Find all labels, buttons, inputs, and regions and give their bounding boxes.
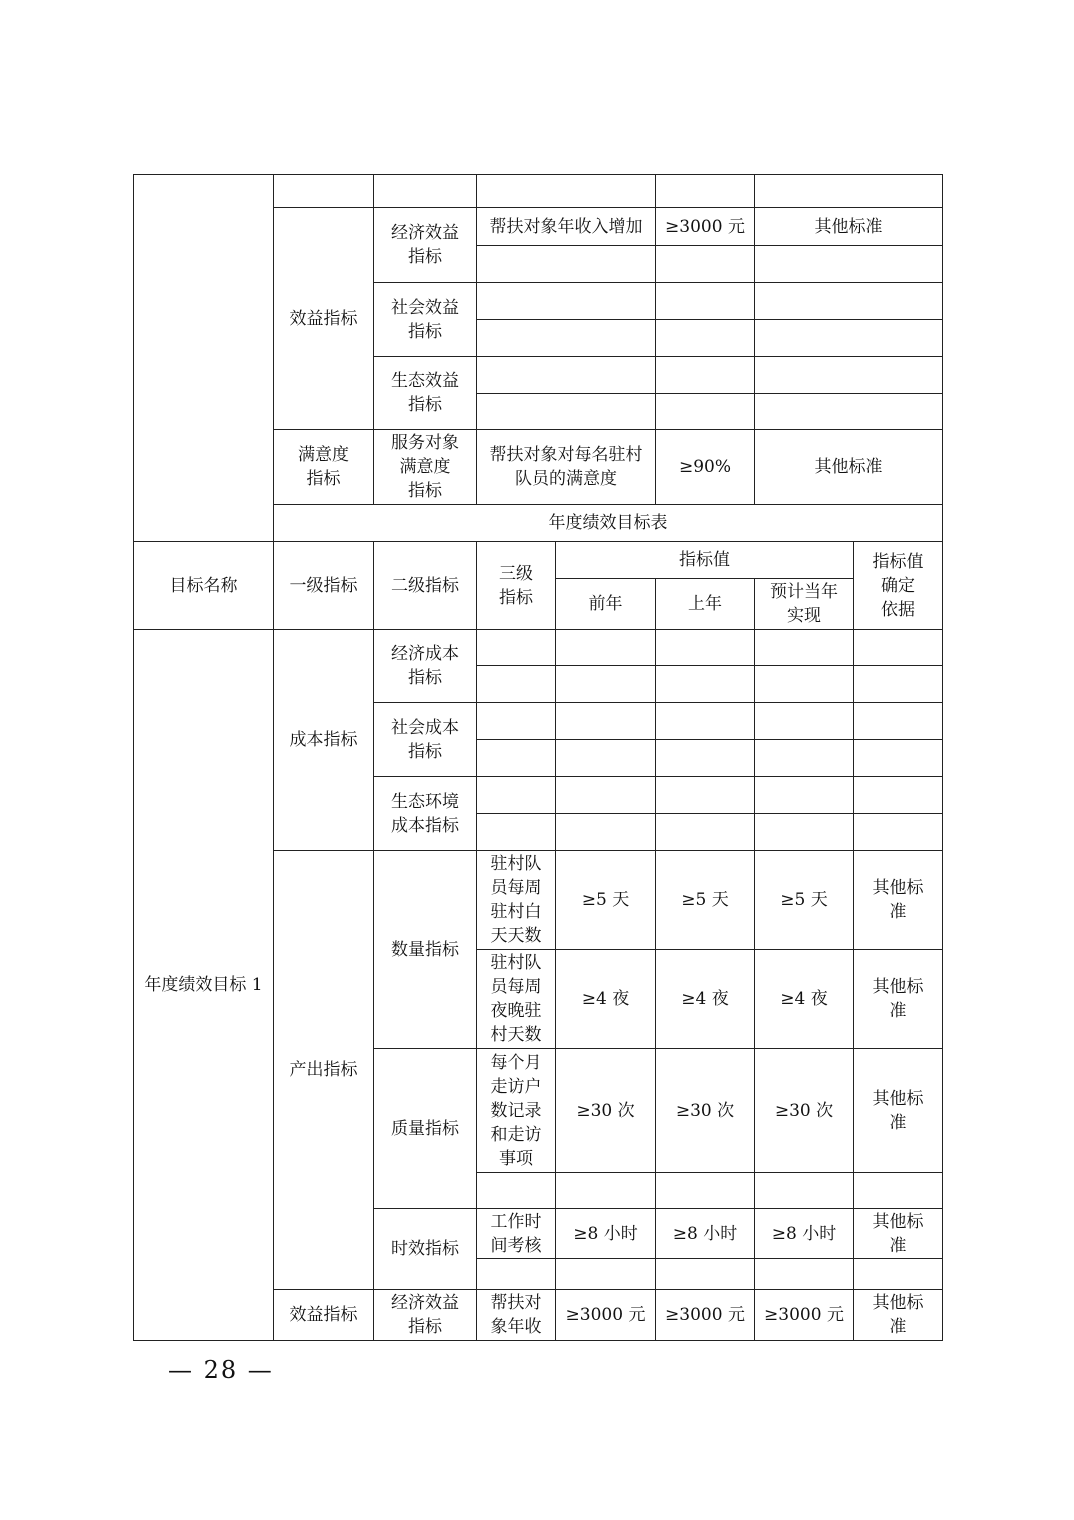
- output-timeliness: 时效指标: [374, 1209, 477, 1290]
- benefit-econ: 经济效益 指标: [374, 1290, 477, 1341]
- output-basis: 其他标 准: [854, 1049, 943, 1173]
- table-cell: [656, 1259, 755, 1290]
- upper-goal-name-cell: [134, 175, 274, 542]
- table-cell: [854, 777, 943, 814]
- performance-table: [133, 174, 943, 1341]
- table-cell: [556, 740, 656, 777]
- output-basis: 其他标 准: [854, 950, 943, 1049]
- table-cell: [477, 740, 556, 777]
- upper-eco-benefit: 生态效益 指标: [374, 357, 477, 430]
- upper-satisfaction-value: ≥90%: [656, 430, 755, 505]
- table-cell: [755, 246, 943, 283]
- upper-satisfaction-basis: 其他标准: [755, 430, 943, 505]
- output-quantity: 数量指标: [374, 851, 477, 1049]
- header-last-year: 上年: [656, 579, 755, 630]
- table-cell: [755, 320, 943, 357]
- upper-econ-benefit-basis: 其他标准: [755, 208, 943, 246]
- header-expected: 预计当年 实现: [755, 579, 854, 630]
- table-cell: [477, 394, 656, 430]
- output-item: 工作时 间考核: [477, 1209, 556, 1259]
- table-cell: [755, 630, 854, 666]
- header-level1: 一级指标: [274, 542, 374, 630]
- table-cell: [656, 357, 755, 394]
- table-cell: [755, 740, 854, 777]
- table-cell: [854, 1259, 943, 1290]
- output-last: ≥4 夜: [656, 950, 755, 1049]
- table-cell: [755, 175, 943, 208]
- output-prev: ≥8 小时: [556, 1209, 656, 1259]
- benefit-level1: 效益指标: [274, 1290, 374, 1341]
- output-level1: 产出指标: [274, 851, 374, 1290]
- section-title: 年度绩效目标表: [274, 505, 943, 542]
- output-expected: ≥5 天: [755, 851, 854, 950]
- output-item: 每个月 走访户 数记录 和走访 事项: [477, 1049, 556, 1173]
- output-basis: 其他标 准: [854, 1209, 943, 1259]
- table-cell: [656, 703, 755, 740]
- goal-name-cell: 年度绩效目标 1: [134, 630, 274, 1341]
- upper-social-benefit: 社会效益 指标: [374, 283, 477, 357]
- table-cell: [374, 175, 477, 208]
- table-cell: [656, 666, 755, 703]
- benefit-last: ≥3000 元: [656, 1290, 755, 1341]
- table-cell: [477, 1173, 556, 1209]
- output-prev: ≥4 夜: [556, 950, 656, 1049]
- table-cell: [274, 175, 374, 208]
- page-number: — 28 —: [168, 1356, 274, 1384]
- table-cell: [656, 777, 755, 814]
- table-cell: [854, 703, 943, 740]
- benefit-expected: ≥3000 元: [755, 1290, 854, 1341]
- output-expected: ≥4 夜: [755, 950, 854, 1049]
- output-last: ≥8 小时: [656, 1209, 755, 1259]
- table-cell: [656, 1173, 755, 1209]
- table-cell: [556, 1173, 656, 1209]
- upper-satisfaction-level1: 满意度 指标: [274, 430, 374, 505]
- table-cell: [755, 394, 943, 430]
- table-cell: [556, 666, 656, 703]
- table-cell: [755, 666, 854, 703]
- output-item: 驻村队 员每周 驻村白 天天数: [477, 851, 556, 950]
- table-cell: [854, 630, 943, 666]
- table-cell: [656, 814, 755, 851]
- upper-satisfaction-item: 帮扶对象对每名驻村 队员的满意度: [477, 430, 656, 505]
- table-cell: [477, 666, 556, 703]
- header-level2: 二级指标: [374, 542, 477, 630]
- table-cell: [656, 740, 755, 777]
- cost-econ: 经济成本 指标: [374, 630, 477, 703]
- table-cell: [854, 1173, 943, 1209]
- table-cell: [755, 703, 854, 740]
- header-indicator-value: 指标值: [556, 542, 854, 579]
- table-cell: [477, 630, 556, 666]
- table-cell: [556, 630, 656, 666]
- table-cell: [854, 740, 943, 777]
- table-cell: [656, 630, 755, 666]
- table-cell: [755, 1259, 854, 1290]
- output-item: 驻村队 员每周 夜晚驻 村天数: [477, 950, 556, 1049]
- output-prev: ≥30 次: [556, 1049, 656, 1173]
- table-cell: [656, 175, 755, 208]
- table-cell: [854, 814, 943, 851]
- table-cell: [477, 357, 656, 394]
- table-cell: [854, 666, 943, 703]
- upper-econ-benefit: 经济效益 指标: [374, 208, 477, 283]
- table-cell: [755, 1173, 854, 1209]
- table-cell: [556, 703, 656, 740]
- benefit-basis: 其他标 准: [854, 1290, 943, 1341]
- benefit-prev: ≥3000 元: [556, 1290, 656, 1341]
- table-cell: [477, 703, 556, 740]
- header-level3: 三级 指标: [477, 542, 556, 630]
- table-cell: [477, 320, 656, 357]
- table-cell: [556, 777, 656, 814]
- table-cell: [477, 814, 556, 851]
- upper-econ-benefit-value: ≥3000 元: [656, 208, 755, 246]
- header-basis: 指标值 确定 依据: [854, 542, 943, 630]
- benefit-item: 帮扶对 象年收: [477, 1290, 556, 1341]
- header-goal-name: 目标名称: [134, 542, 274, 630]
- table-cell: [656, 246, 755, 283]
- cost-eco: 生态环境 成本指标: [374, 777, 477, 851]
- header-prev-year: 前年: [556, 579, 656, 630]
- table-cell: [477, 777, 556, 814]
- table-cell: [556, 1259, 656, 1290]
- table-cell: [755, 357, 943, 394]
- table-cell: [656, 283, 755, 320]
- table-cell: [556, 814, 656, 851]
- upper-benefit-level1: 效益指标: [274, 208, 374, 430]
- table-cell: [477, 175, 656, 208]
- output-expected: ≥8 小时: [755, 1209, 854, 1259]
- output-last: ≥30 次: [656, 1049, 755, 1173]
- output-quality: 质量指标: [374, 1049, 477, 1209]
- table-cell: [656, 394, 755, 430]
- table-cell: [755, 777, 854, 814]
- table-cell: [477, 1259, 556, 1290]
- table-cell: [755, 814, 854, 851]
- cost-level1: 成本指标: [274, 630, 374, 851]
- output-basis: 其他标 准: [854, 851, 943, 950]
- output-last: ≥5 天: [656, 851, 755, 950]
- upper-satisfaction-level2: 服务对象 满意度 指标: [374, 430, 477, 505]
- table-cell: [477, 246, 656, 283]
- upper-econ-benefit-item: 帮扶对象年收入增加: [477, 208, 656, 246]
- output-expected: ≥30 次: [755, 1049, 854, 1173]
- output-prev: ≥5 天: [556, 851, 656, 950]
- cost-social: 社会成本 指标: [374, 703, 477, 777]
- table-cell: [755, 283, 943, 320]
- table-cell: [477, 283, 656, 320]
- table-cell: [656, 320, 755, 357]
